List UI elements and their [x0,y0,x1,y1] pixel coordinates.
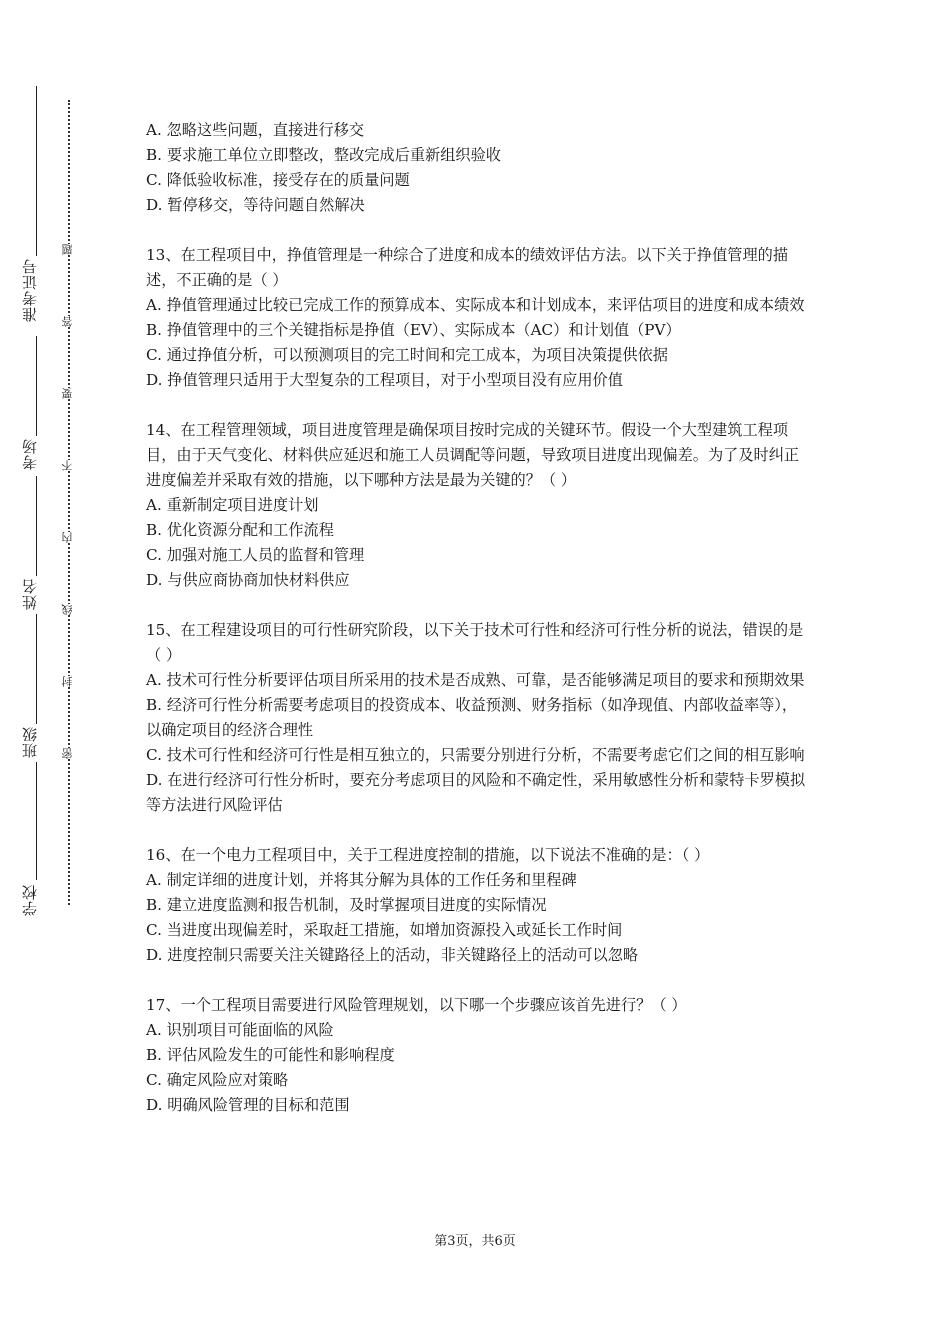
seal-char-ti: 题 [61,244,74,255]
option-c: C. 加强对施工人员的监督和管理 [146,546,365,564]
option-d: D. 与供应商协商加快材料供应 [146,571,350,589]
binding-margin [0,0,100,1344]
question-stem: 13、在工程项目中，挣值管理是一种综合了进度和成本的绩效评估方法。以下关于挣值管理的描述，不正确的是（ ） [146,246,789,289]
field-label-school: 学校 [21,884,39,916]
seal-char-feng: 封 [61,676,74,687]
seal-char-nei: 内 [61,532,74,543]
continued-options [146,118,810,218]
option-b: B. 评估风险发生的可能性和影响程度 [146,1046,395,1064]
question-stem: 16、在一个电力工程项目中，关于工程进度控制的措施，以下说法不准确的是：（ ） [146,846,710,864]
question-stem: 14、在工程管理领域，项目进度管理是确保项目按时完成的关键环节。假设一个大型建筑工程项目，由于天气变化、材料供应延迟和施工人员调配等问题，导致项目进度出现偏差。为了及时纠正进度偏差并采取有效的措施，以下哪种方法是最为关键的？（ ） [146,421,800,489]
option-d: D. 挣值管理只适用于大型复杂的工程项目，对于小型项目没有应用价值 [146,371,623,389]
question-16 [146,843,810,968]
option-a: A. 制定详细的进度计划，并将其分解为具体的工作任务和里程碑 [146,871,577,889]
option-b: B. 建立进度监测和报告机制，及时掌握项目进度的实际情况 [146,896,547,914]
option-a: A. 忽略这些问题，直接进行移交 [146,121,365,139]
option-c: C. 当进度出现偏差时，采取赶工措施，如增加资源投入或延长工作时间 [146,921,623,939]
field-line-school [36,762,37,880]
seal-char-mi: 密 [61,748,74,759]
seal-char-bu: 不 [61,460,74,471]
field-label-class: 班级 [21,726,39,758]
field-line-exam-id [36,86,37,256]
option-b: B. 要求施工单位立即整改，整改完成后重新组织验收 [146,146,501,164]
option-d: D. 在进行经济可行性分析时，要充分考虑项目的风险和不确定性，采用敏感性分析和蒙特卡罗模拟等方法进行风险评估 [146,771,806,814]
seal-char-da: 答 [61,316,74,327]
option-b: B. 经济可行性分析需要考虑项目的投资成本、收益预测、财务指标（如净现值、内部收益率等），以确定项目的经济合理性 [146,696,798,739]
seal-char-yao: 要 [61,388,74,399]
question-17 [146,993,810,1118]
option-c: C. 技术可行性和经济可行性是相互独立的，只需要分别进行分析，不需要考虑它们之间的相互影响 [146,746,805,764]
option-d: D. 进度控制只需要关注关键路径上的活动，非关键路径上的活动可以忽略 [146,946,639,964]
question-stem: 17、一个工程项目需要进行风险管理规划，以下哪一个步骤应该首先进行？（ ） [146,996,687,1014]
option-c: C. 降低验收标准，接受存在的质量问题 [146,171,410,189]
question-stem: 15、在工程建设项目的可行性研究阶段，以下关于技术可行性和经济可行性分析的说法，错误的是（ ） [146,621,804,664]
field-label-name: 姓名 [21,578,39,610]
page-footer: 第3页，共6页 [434,1234,516,1249]
option-d: D. 明确风险管理的目标和范围 [146,1096,350,1114]
field-line-name [36,476,37,576]
question-14 [146,418,810,593]
field-label-exam-id: 准考证号 [21,258,39,322]
question-13 [146,243,810,393]
seal-dotted-line [68,100,70,905]
exam-content [146,118,810,1118]
option-c: C. 确定风险应对策略 [146,1071,289,1089]
option-b: B. 挣值管理中的三个关键指标是挣值（EV）、实际成本（AC）和计划值（PV） [146,321,681,339]
option-a: A. 重新制定项目进度计划 [146,496,319,514]
option-a: A. 挣值管理通过比较已完成工作的预算成本、实际成本和计划成本，来评估项目的进度和成本绩效 [146,296,805,314]
field-line-exam-room [36,336,37,436]
option-a: A. 识别项目可能面临的风险 [146,1021,334,1039]
option-b: B. 优化资源分配和工作流程 [146,521,334,539]
option-a: A. 技术可行性分析要评估项目所采用的技术是否成熟、可靠，是否能够满足项目的要求和预期效果 [146,671,805,689]
field-line-class [36,614,37,724]
option-c: C. 通过挣值分析，可以预测项目的完工时间和完工成本，为项目决策提供依据 [146,346,668,364]
field-label-exam-room: 考场 [21,438,39,470]
question-15 [146,618,810,818]
seal-char-xian: 线 [61,604,74,615]
option-d: D. 暂停移交，等待问题自然解决 [146,196,365,214]
